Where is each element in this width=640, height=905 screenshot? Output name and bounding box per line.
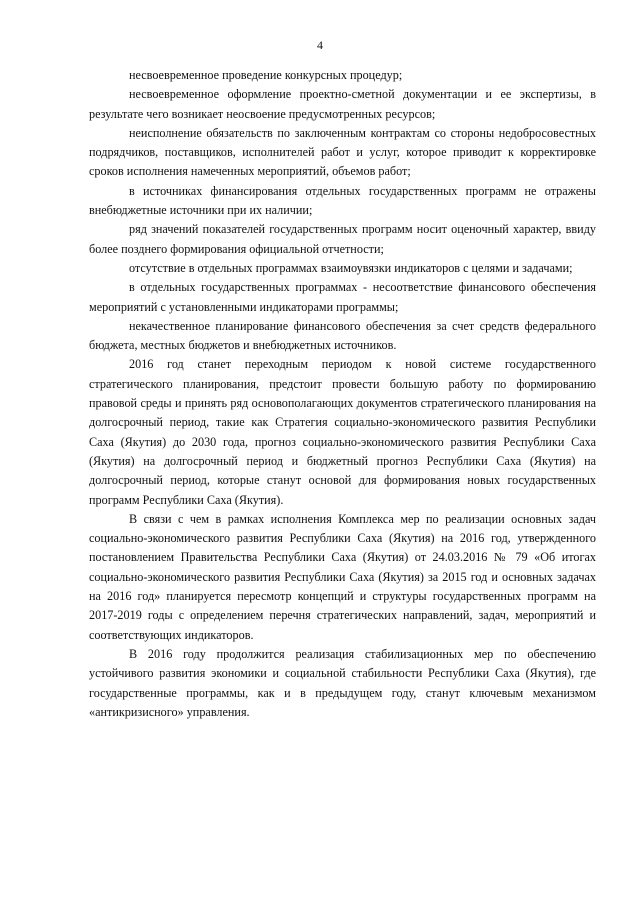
paragraph: В 2016 году продолжится реализация стабилизационных мер по обеспечению устойчивого развития экономики и социальной стабильности Республики Саха (Якутия), где государственные программы, как и в предыдущем году, станут ключевым механизмом «антикризисного» управления.: [89, 646, 596, 719]
paragraph: В связи с чем в рамках исполнения Комплекса мер по реализации основных задач социально-экономического развития Республики Саха (Якутия) на 2016 год, утвержденного постановлением Правительства Республики Саха (Якутия) от 24.03.2016 № 79 «Об итогах социально-экономического развития Республики Саха (Якутия) за 2015 год и основных задачах на 2016 год» планируется пересмотр концепций и структуры государственных программ на 2017-2019 годы с определением перечня стратегических направлений, задач, мероприятий и соответствующих индикаторов.: [89, 511, 596, 642]
paragraph: отсутствие в отдельных программах взаимоувязки индикаторов с целями и задачами;: [129, 260, 573, 275]
page-number: 4: [317, 38, 323, 52]
document-body: [89, 66, 596, 722]
paragraph: несвоевременное оформление проектно-сметной документации и ее экспертизы, в результате чего возникает неосвоение предусмотренных ресурсов;: [89, 87, 596, 121]
paragraph: 2016 год станет переходным периодом к новой системе государственного стратегического планирования, предстоит провести большую работу по формированию правовой среды и принять ряд основополагающих документов стратегического планирования на долгосрочный период, такие как Стратегия социально-экономического развития Республики Саха (Якутия) до 2030 года, прогноз социально-экономического развития Республики Саха (Якутия) на долгосрочный период и бюджетный прогноз Республики Саха (Якутия) на долгосрочный период, которые станут основой для формирования новых государственных программ Республики Саха (Якутия).: [89, 357, 596, 507]
paragraph: несвоевременное проведение конкурсных процедур;: [129, 68, 403, 82]
paragraph: ряд значений показателей государственных программ носит оценочный характер, ввиду более позднего формирования официальной отчетности;: [89, 222, 596, 256]
paragraph: в отдельных государственных программах - несоответствие финансового обеспечения мероприятий с установленными индикаторами программы;: [89, 280, 596, 314]
paragraph: некачественное планирование финансового обеспечения за счет средств федерального бюджета, местных бюджетов и внебюджетных источников.: [89, 318, 596, 353]
paragraph: в источниках финансирования отдельных государственных программ не отражены внебюджетные источники при их наличии;: [89, 183, 596, 218]
paragraph: неисполнение обязательств по заключенным контрактам со стороны недобросовестных подрядчиков, поставщиков, исполнителей работ и услуг, которое приводит к корректировке сроков исполнения намеченных мероприятий, объемов работ;: [89, 125, 596, 179]
